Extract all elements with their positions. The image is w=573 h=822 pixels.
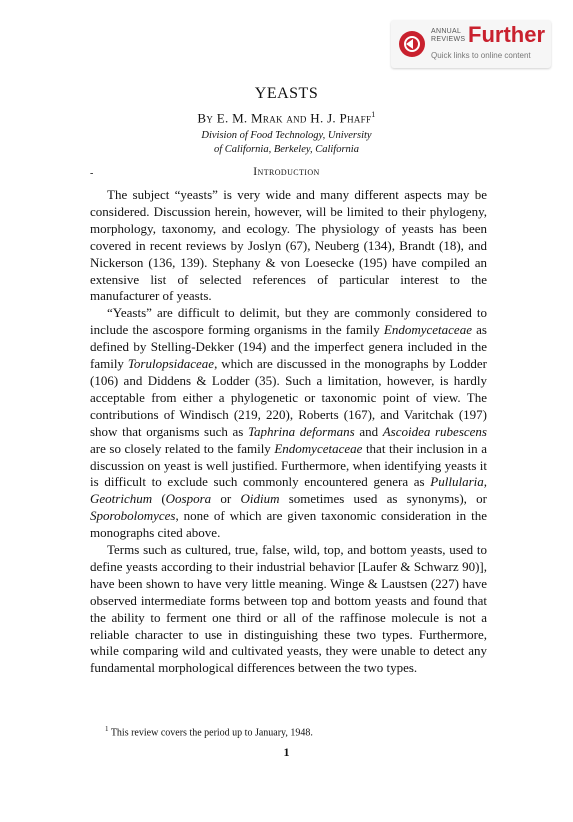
author-byline [0, 110, 573, 126]
footnote-marker: 1 [371, 110, 376, 119]
paragraph: “Yeasts” are difficult to delimit, but they are commonly considered to include the ascospore forming organisms in the family Endomycetaceae as defined by Stelling-Dekker (194) and the imperfect genera included in the family Torulopsidaceae, which are discussed in the monographs by Lodder (106) and Diddens & Lodder (35). Such a limitation, however, is hardly acceptable from either a phylogenetic or taxonomic point of view. The contributions of Windisch (219, 220), Roberts (167), and Varitchak (197) show that organisms such as Taphrina deformans and Ascoidea rubescens are so closely related to the family Endomycetaceae that their inclusion in a discussion on yeast is well justified. Furthermore, when identifying yeasts it is difficult to exclude such commonly encountered genera as Pullularia, Geotrichum (Oospora or Oidium sometimes used as synonyms), or Sporobolomyces, none of which are given taxonomic consideration in the monographs cited above. [90, 305, 488, 541]
section-heading [0, 166, 573, 178]
play-circle-icon [399, 31, 425, 57]
paragraph: The subject “yeasts” is very wide and many different aspects may be considered. Discussion herein, however, will be limited to their phylogeny, morphology, taxonomy, and ecology. The physiology of yeasts has been covered in recent reviews by Joslyn (67), Neuberg (134), Brandt (18), and Nickerson (136, 139). Stephany & von Loesecke (195) have compiled an extensive list of selected references of particular interest to the manufacturer of yeasts. [90, 187, 487, 304]
page-number: 1 [283, 745, 290, 759]
badge-brand: Further [468, 22, 545, 47]
author-names: By E. M. Mrak and H. J. Phaff [197, 110, 372, 126]
footnote [105, 725, 313, 738]
author-affiliation [0, 129, 573, 157]
margin-mark: - [90, 168, 94, 179]
footnote-text: This review covers the period up to January, 1948. [110, 727, 313, 739]
article-title: YEASTS [254, 85, 319, 102]
section-heading-text: Introduction [253, 166, 320, 178]
footnote-number: 1 [105, 725, 109, 733]
further-links-badge[interactable] [391, 20, 551, 68]
paragraph: Terms such as cultured, true, false, wild, top, and bottom yeasts, used to define yeasts according to their industrial behavior [Laufer & Schwarz 90)], have been shown to have very little meaning. Winge & Laustsen (227) have observed intermediate forms between top and bottom yeasts and found that the ability to ferment one third or all of the raffinose molecule is not a reliable character to use in distinguishing these two types. Furthermore, while comparing wild and cultivated yeasts, they were unable to detect any fundamental morphological differences between the two types. [90, 542, 487, 676]
affiliation-line: of California, Berkeley, California [214, 144, 359, 155]
body-text [90, 187, 487, 677]
affiliation-line: Division of Food Technology, University [201, 130, 372, 141]
badge-tagline: Quick links to online content [431, 51, 531, 60]
badge-publisher-label: ANNUAL REVIEWS [431, 28, 466, 43]
